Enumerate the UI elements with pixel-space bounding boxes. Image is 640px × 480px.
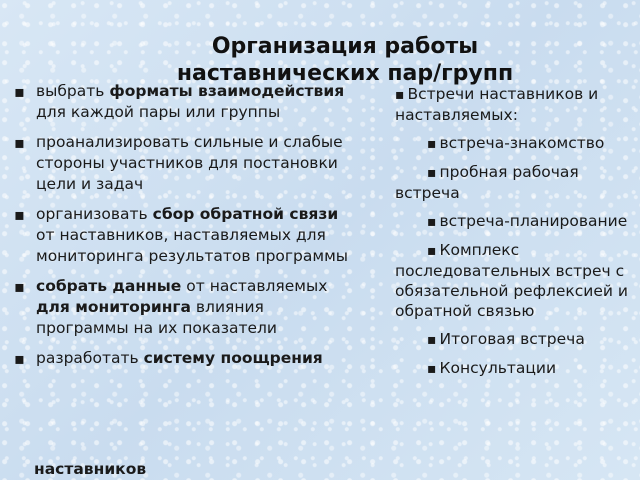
item-text: для каждой пары или группы (36, 103, 281, 121)
bullet-icon: ▪ (14, 82, 25, 101)
right-list-item (395, 133, 635, 154)
bullet-icon: ▪ (395, 87, 405, 103)
left-bullet-list (14, 81, 354, 378)
left-list-item (14, 276, 354, 339)
item-text: пробная рабочая встреча (395, 163, 579, 202)
bullet-icon: ▪ (427, 361, 437, 377)
left-list-item (14, 81, 354, 123)
bullet-icon: ▪ (14, 205, 25, 224)
left-list-tail: наставников (34, 460, 147, 478)
emphasis-text: сбор обратной связи (152, 205, 339, 223)
right-list-item (395, 240, 635, 321)
bullet-icon: ▪ (14, 133, 25, 152)
item-text: разработать (36, 349, 144, 367)
left-list-item (14, 132, 354, 195)
bullet-icon: ▪ (427, 214, 437, 230)
bullet-icon: ▪ (427, 243, 437, 259)
bullet-icon: ▪ (427, 332, 437, 348)
bullet-icon: ▪ (427, 136, 437, 152)
item-text: от наставляемых (181, 277, 328, 295)
item-text: встреча-планирование (439, 212, 628, 230)
slide-title: Организация работы наставнических пар/групп (176, 34, 514, 86)
item-text: выбрать (36, 82, 110, 100)
right-column (395, 84, 635, 387)
item-text: организовать (36, 205, 153, 223)
emphasis-text: собрать данные (36, 277, 182, 295)
right-header (395, 84, 635, 125)
bullet-icon: ▪ (14, 349, 25, 368)
bullet-icon: ▪ (14, 277, 25, 296)
item-text: встреча-знакомство (439, 134, 605, 152)
emphasis-text: систему поощрения (143, 349, 323, 367)
left-list-item (14, 204, 354, 267)
right-list-item (395, 211, 635, 232)
item-text: Консультации (439, 359, 557, 377)
item-text: от наставников, наставляемых для мониторинга результатов программы (36, 226, 349, 265)
right-list-item (395, 358, 635, 379)
left-list-item (14, 348, 354, 369)
item-text: Итоговая встреча (439, 330, 585, 348)
right-header-text: Встречи наставников и наставляемых: (395, 85, 599, 124)
right-list-item (395, 329, 635, 350)
bullet-icon: ▪ (427, 165, 437, 181)
emphasis-text: форматы взаимодействия (109, 82, 345, 100)
item-text: влияния программы на их показатели (36, 298, 277, 337)
item-text: проанализировать сильные и слабые стороны участников для постановки цели и задач (36, 133, 343, 193)
right-bullet-list (395, 133, 635, 379)
emphasis-text: для мониторинга (36, 298, 191, 316)
item-text: Комплекс последовательных встреч с обязательной рефлексией и обратной связью (395, 241, 628, 320)
right-list-item (395, 162, 635, 203)
